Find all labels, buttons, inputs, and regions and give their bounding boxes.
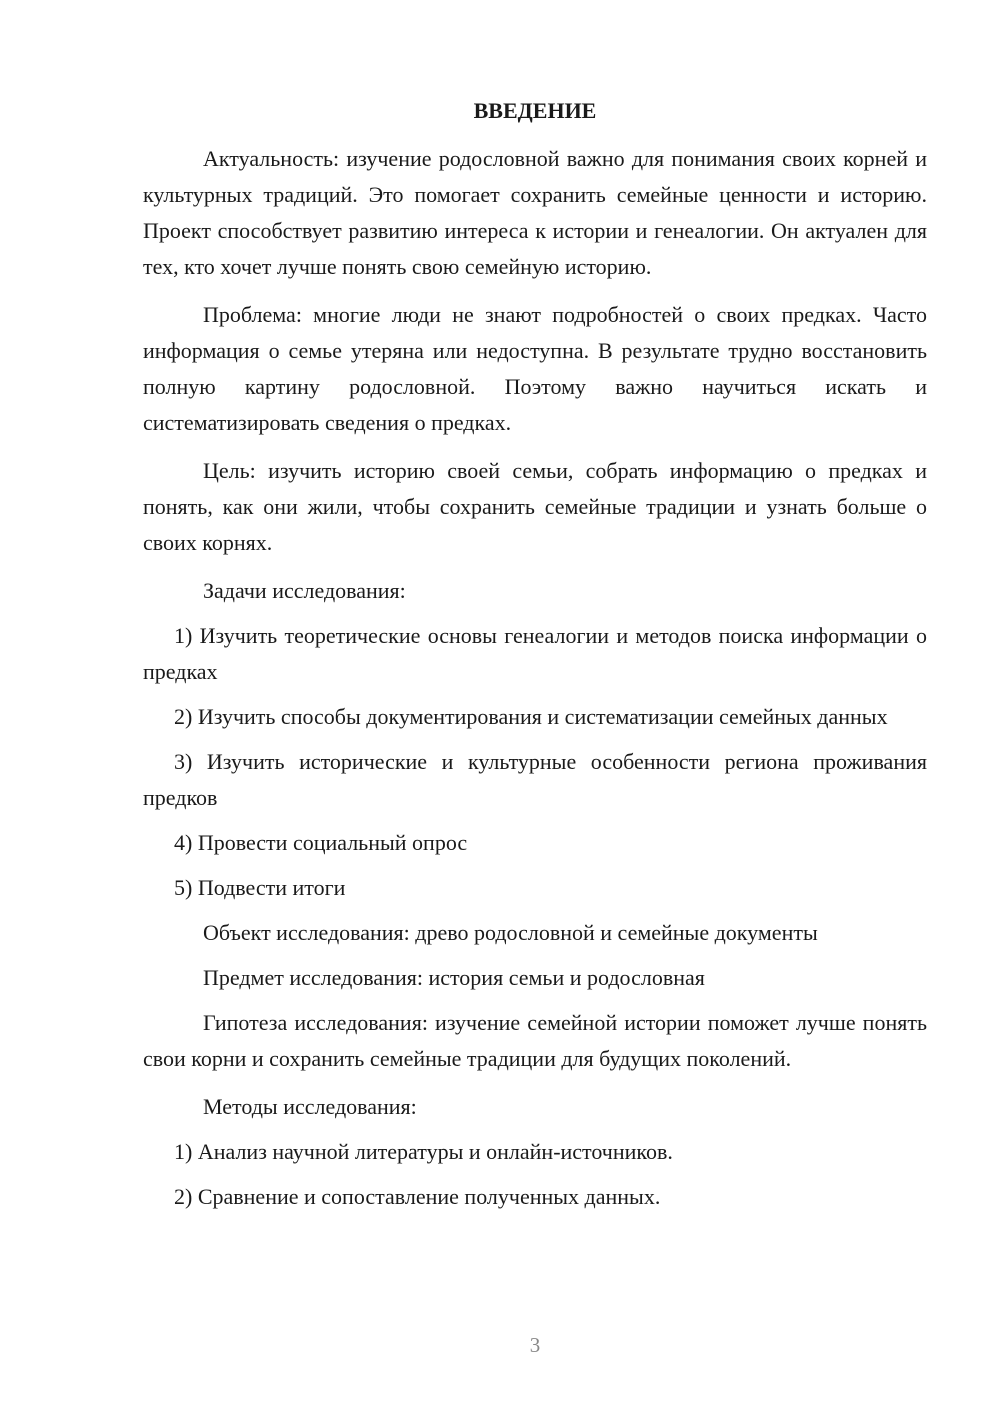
relevance-paragraph: Актуальность: изучение родословной важно для понимания своих корней и культурных традиций. Это помогает сохранить семейные ценности и историю. Проект способствует развитию интереса к истории и генеалогии. Он актуален для тех, кто хочет лучше понять свою семейную историю. — [143, 146, 927, 279]
method-item-1: 1) Анализ научной литературы и онлайн-источников. — [174, 1139, 673, 1164]
task-item-3: 3) Изучить исторические и культурные особенности региона проживания предков — [143, 749, 927, 810]
tasks-heading: Задачи исследования: — [203, 578, 406, 603]
task-item-1: 1) Изучить теоретические основы генеалогии и методов поиска информации о предках — [143, 623, 927, 684]
goal-paragraph: Цель: изучить историю своей семьи, собрать информацию о предках и понять, как они жили, чтобы сохранить семейные традиции и узнать больше о своих корнях. — [143, 458, 927, 555]
page-content — [143, 93, 927, 1224]
methods-heading: Методы исследования: — [203, 1094, 417, 1119]
subject-line: Предмет исследования: история семьи и родословная — [203, 965, 705, 990]
method-item-2: 2) Сравнение и сопоставление полученных данных. — [174, 1184, 661, 1209]
hypothesis-paragraph: Гипотеза исследования: изучение семейной истории поможет лучше понять свои корни и сохранить семейные традиции для будущих поколений. — [143, 1010, 927, 1071]
task-item-4: 4) Провести социальный опрос — [174, 830, 468, 855]
object-line: Объект исследования: древо родословной и семейные документы — [203, 920, 818, 945]
section-title: ВВЕДЕНИЕ — [473, 98, 597, 123]
task-item-2: 2) Изучить способы документирования и систематизации семейных данных — [174, 704, 888, 729]
page-number: 3 — [529, 1333, 541, 1357]
task-item-5: 5) Подвести итоги — [174, 875, 346, 900]
problem-paragraph: Проблема: многие люди не знают подробностей о своих предках. Часто информация о семье утеряна или недоступна. В результате трудно восстановить полную картину родословной. Поэтому важно научиться искать и систематизировать сведения о предках. — [143, 302, 927, 435]
